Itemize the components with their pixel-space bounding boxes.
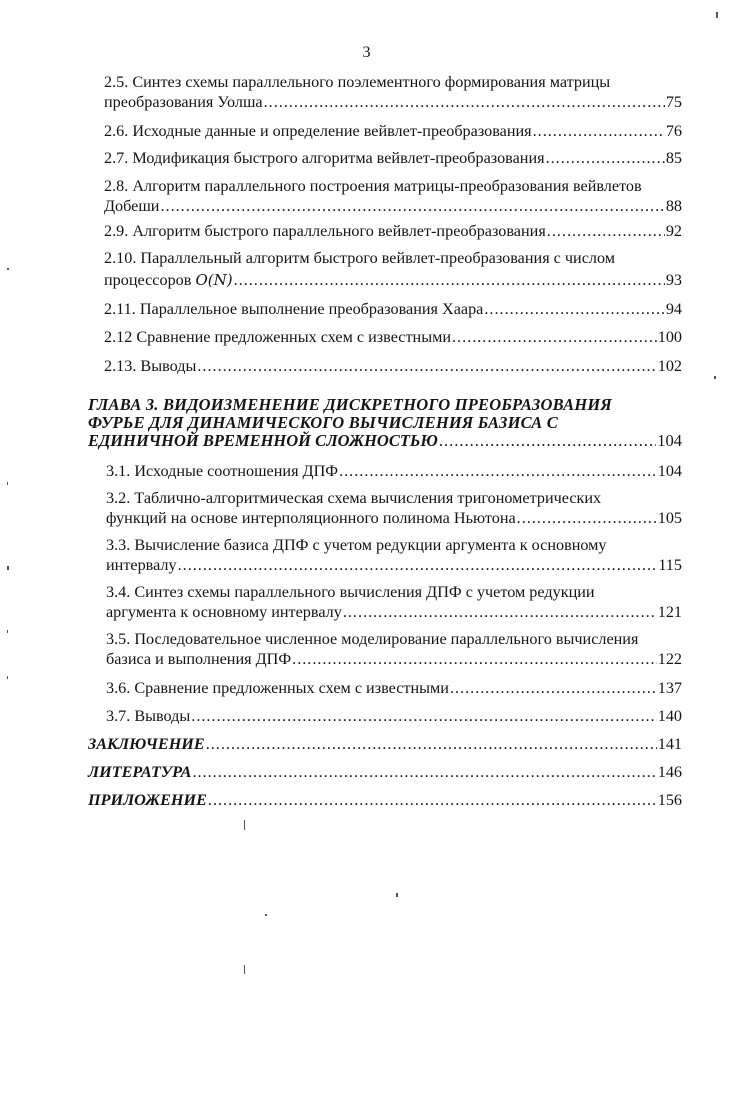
- leader-dots: [208, 790, 657, 810]
- toc-entry-page: 122: [657, 650, 682, 668]
- toc-entry-title-line2: функций на основе интерполяционного полинома Ньютона: [106, 509, 516, 527]
- toc-entry-2-9: [104, 221, 682, 241]
- toc-chapter-3: [88, 396, 682, 450]
- toc-entry-page: 92: [665, 222, 682, 240]
- leader-dots: [191, 706, 656, 726]
- toc-entry-2-6: [104, 121, 682, 141]
- leader-dots: [452, 327, 657, 347]
- toc-entry-3-6: [106, 678, 682, 698]
- toc-entry-3-7: [106, 706, 682, 726]
- toc-entry-2-10: [104, 248, 682, 290]
- toc-entry-title: 2.13. Выводы: [104, 357, 197, 375]
- toc-entry-page: 137: [657, 679, 682, 697]
- toc-entry-title: 2.9. Алгоритм быстрого параллельного вейвлет-преобразования: [104, 222, 546, 240]
- toc-entry-title-line2: преобразования Уолша: [104, 93, 263, 111]
- toc-entry-page: 156: [657, 791, 682, 809]
- toc-entry-page: 104: [657, 462, 682, 480]
- chapter-title-line1: ГЛАВА 3. ВИДОИЗМЕНЕНИЕ ДИСКРЕТНОГО ПРЕОБРАЗОВАНИЯ: [88, 395, 612, 414]
- toc-entry-title-line1: 3.2. Таблично-алгоритмическая схема вычисления тригонометрических: [106, 489, 602, 507]
- toc-entry-3-5: [106, 629, 682, 669]
- leader-dots: [533, 121, 665, 141]
- toc-entry-2-13: [104, 356, 682, 376]
- toc-entry-page: 104: [657, 431, 682, 450]
- toc-entry-page: 141: [657, 735, 682, 753]
- toc-entry-page: 94: [665, 300, 682, 318]
- toc-entry-title-line2: процессоров: [104, 271, 192, 289]
- toc-entry-title-line1: 3.3. Вычисление базиса ДПФ с учетом редукции аргумента к основному: [106, 536, 607, 554]
- leader-dots: [292, 649, 657, 669]
- scan-speck: [7, 268, 9, 270]
- toc-entry-title-line2: аргумента к основному интервалу: [106, 603, 342, 621]
- toc-entry-2-5: [104, 72, 682, 112]
- toc-entry-3-3: [106, 535, 682, 575]
- toc-entry-title-line1: 3.5. Последовательное численное моделирование параллельного вычисления: [106, 630, 639, 648]
- scan-speck: [265, 914, 267, 916]
- scan-speck: [714, 376, 716, 379]
- toc-entry-3-4: [106, 582, 682, 622]
- toc-entry-title-line2: Добеши: [104, 197, 160, 215]
- leader-dots: [206, 734, 657, 754]
- toc-entry-title-line2: интервалу: [106, 556, 177, 574]
- toc-entry-page: 115: [658, 556, 682, 574]
- toc-entry-2-7: [104, 148, 682, 168]
- toc-entry-page: 140: [657, 707, 682, 725]
- toc-conclusion: [88, 734, 682, 754]
- toc-entry-page: 85: [665, 149, 682, 167]
- toc-entry-title: ПРИЛОЖЕНИЕ: [88, 791, 207, 809]
- toc-entry-2-11: [104, 299, 682, 319]
- toc-entry-title-line1: 2.10. Параллельный алгоритм быстрого вейвлет-преобразования с числом: [104, 249, 616, 267]
- toc-entry-title: 2.12 Сравнение предложенных схем с известными: [104, 328, 451, 346]
- leader-dots: [439, 432, 656, 450]
- toc-entry-3-1: [106, 461, 682, 481]
- leader-dots: [264, 92, 665, 112]
- complexity-formula: O(N): [195, 271, 233, 289]
- toc-entry-title: 2.11. Параллельное выполнение преобразования Хаара: [104, 300, 484, 318]
- toc-entry-page: 121: [657, 603, 682, 621]
- toc-entry-page: 102: [657, 357, 682, 375]
- leader-dots: [192, 762, 656, 782]
- chapter-title-line2: ФУРЬЕ ДЛЯ ДИНАМИЧЕСКОГО ВЫЧИСЛЕНИЯ БАЗИСА С: [88, 413, 558, 432]
- toc-entry-title: 2.7. Модификация быстрого алгоритма вейвлет-преобразования: [104, 149, 545, 167]
- leader-dots: [160, 196, 664, 216]
- toc-entry-title-line1: 3.4. Синтез схемы параллельного вычисления ДПФ с учетом редукции: [106, 583, 595, 601]
- toc-entry-title: ЛИТЕРАТУРА: [88, 763, 192, 781]
- leader-dots: [178, 555, 658, 575]
- toc-entry-page: 93: [665, 271, 682, 289]
- scan-speck: [716, 12, 718, 18]
- scan-speck: [244, 965, 245, 974]
- toc-entry-page: 100: [657, 328, 682, 346]
- leader-dots: [197, 356, 656, 376]
- toc-entry-page: 88: [665, 197, 682, 215]
- scan-speck: [244, 820, 245, 830]
- toc-entry-3-2: [106, 488, 682, 528]
- scan-speck: [396, 893, 398, 897]
- leader-dots: [547, 221, 665, 241]
- toc-entry-title-line2: базиса и выполнения ДПФ: [106, 650, 292, 668]
- leader-dots: [339, 461, 657, 481]
- toc-entry-page: 146: [657, 763, 682, 781]
- scan-speck: [7, 482, 8, 485]
- page-number: 3: [362, 44, 371, 61]
- toc-literature: [88, 762, 682, 782]
- toc-entry-title-line1: 2.8. Алгоритм параллельного построения матрицы-преобразования вейвлетов: [104, 177, 642, 195]
- toc-entry-2-8: [104, 176, 682, 216]
- scan-speck: [7, 676, 8, 679]
- toc-entry-2-12: [104, 327, 682, 347]
- toc-entry-page: 76: [665, 122, 682, 140]
- toc-entry-title: 3.7. Выводы: [106, 707, 191, 725]
- leader-dots: [450, 678, 657, 698]
- toc-entry-title: ЗАКЛЮЧЕНИЕ: [88, 735, 205, 753]
- leader-dots: [234, 270, 665, 290]
- scan-speck: [7, 566, 9, 570]
- toc-entry-title: 3.1. Исходные соотношения ДПФ: [106, 462, 339, 480]
- toc-entry-title: 3.6. Сравнение предложенных схем с известными: [106, 679, 449, 697]
- leader-dots: [484, 299, 664, 319]
- toc-appendix: [88, 790, 682, 810]
- scan-speck: [7, 630, 8, 633]
- toc-entry-page: 75: [665, 93, 682, 111]
- toc-entry-title: 2.6. Исходные данные и определение вейвлет-преобразования: [104, 122, 532, 140]
- toc-entry-title-line1: 2.5. Синтез схемы параллельного поэлементного формирования матрицы: [104, 73, 611, 91]
- leader-dots: [343, 602, 657, 622]
- leader-dots: [546, 148, 665, 168]
- chapter-title-line3: ЕДИНИЧНОЙ ВРЕМЕННОЙ СЛОЖНОСТЬЮ: [88, 431, 438, 450]
- leader-dots: [517, 508, 657, 528]
- toc-entry-page: 105: [657, 509, 682, 527]
